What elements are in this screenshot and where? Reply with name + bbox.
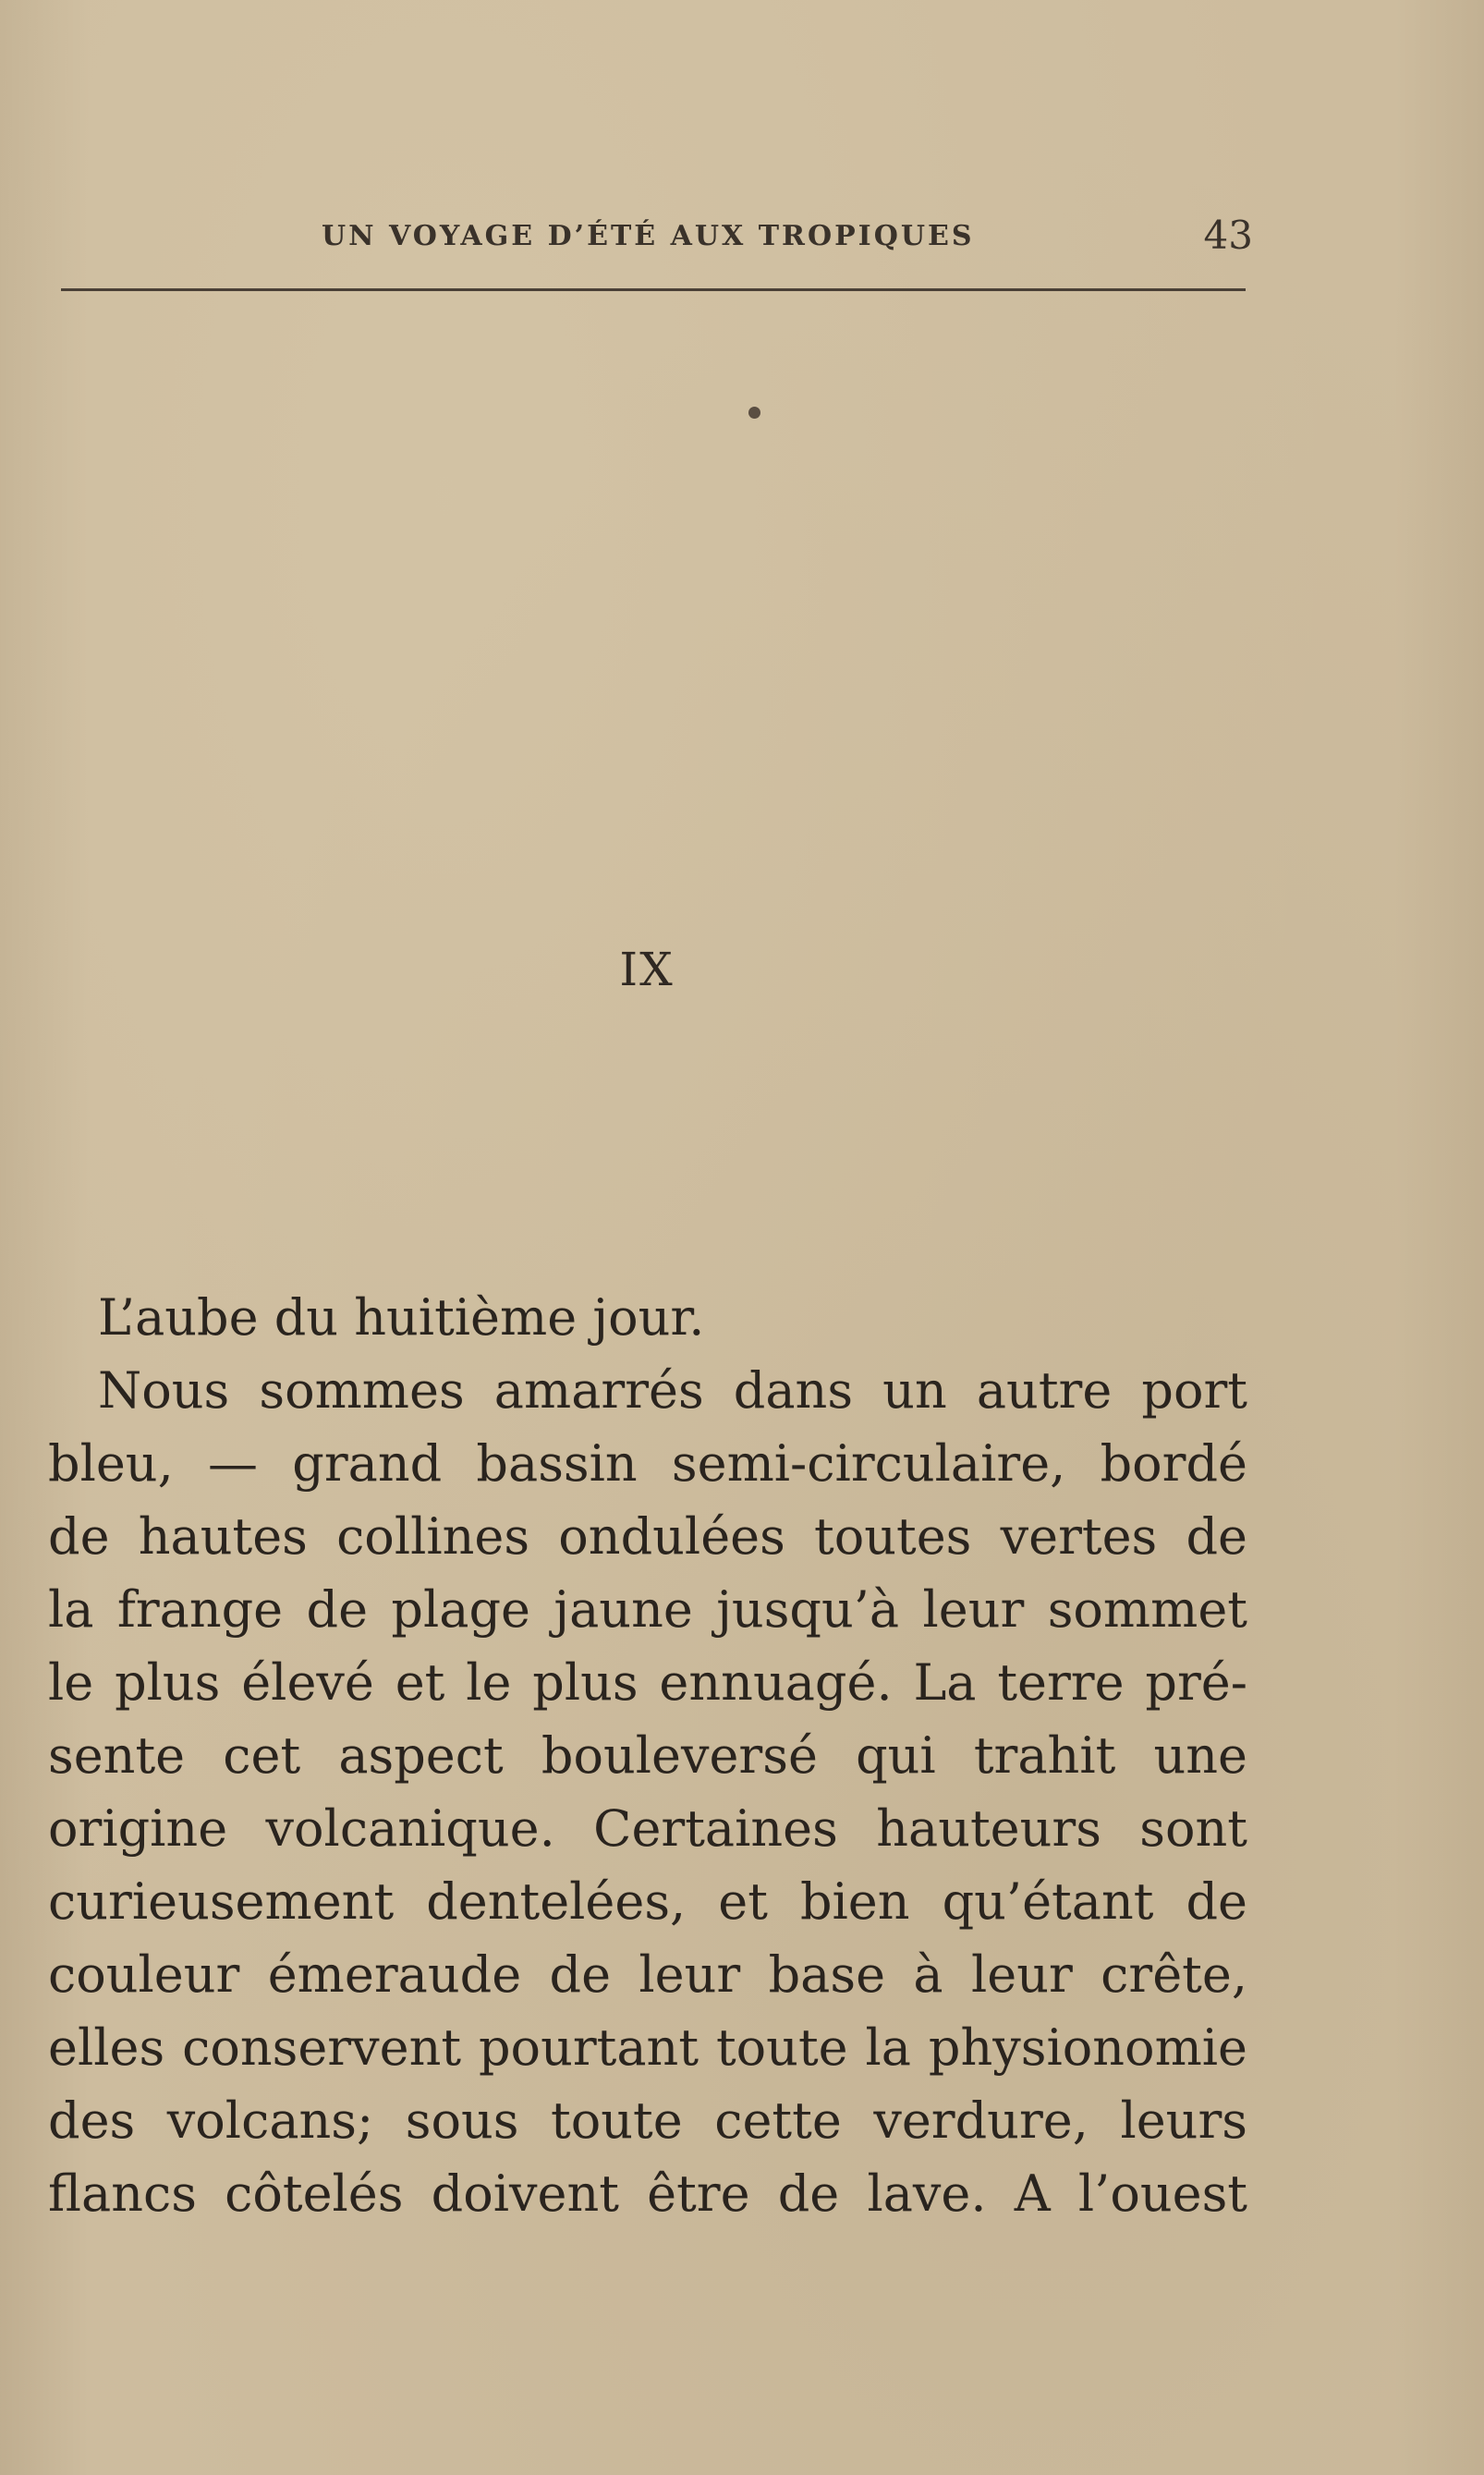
text-line: Nous sommes amarrés dans un autre port	[98, 1361, 1247, 1420]
text-line: curieusement dentelées, et bien qu’étant de	[48, 1872, 1247, 1931]
text-line: de hautes collines ondulées toutes vertes de	[48, 1507, 1247, 1566]
text-line: elles conservent pourtant toute la physionomie	[48, 2018, 1247, 2077]
text-line: flancs côtelés doivent être de lave. A l’ouest	[48, 2164, 1247, 2223]
running-header	[61, 211, 1253, 266]
header-rule	[61, 288, 1246, 291]
text-line: bleu, — grand bassin semi-circulaire, bordé	[48, 1434, 1247, 1493]
ornament-dot	[748, 407, 760, 419]
text-line: le plus élevé et le plus ennuagé. La terre pré-	[48, 1653, 1247, 1712]
text-line: sente cet aspect bouleversé qui trahit une	[48, 1726, 1247, 1785]
chapter-number: IX	[619, 943, 675, 996]
running-title: UN VOYAGE D’ÉTÉ AUX TROPIQUES	[322, 220, 975, 252]
text-line: origine volcanique. Certaines hauteurs sont	[48, 1799, 1247, 1858]
text-line: L’aube du huitième jour.	[98, 1288, 705, 1347]
body-text	[48, 1281, 1247, 2230]
text-line: la frange de plage jaune jusqu’à leur sommet	[48, 1580, 1247, 1639]
page-number: 43	[1203, 213, 1253, 258]
text-line: couleur émeraude de leur base à leur crête,	[48, 1945, 1247, 2004]
text-line: des volcans; sous toute cette verdure, leurs	[48, 2091, 1247, 2150]
